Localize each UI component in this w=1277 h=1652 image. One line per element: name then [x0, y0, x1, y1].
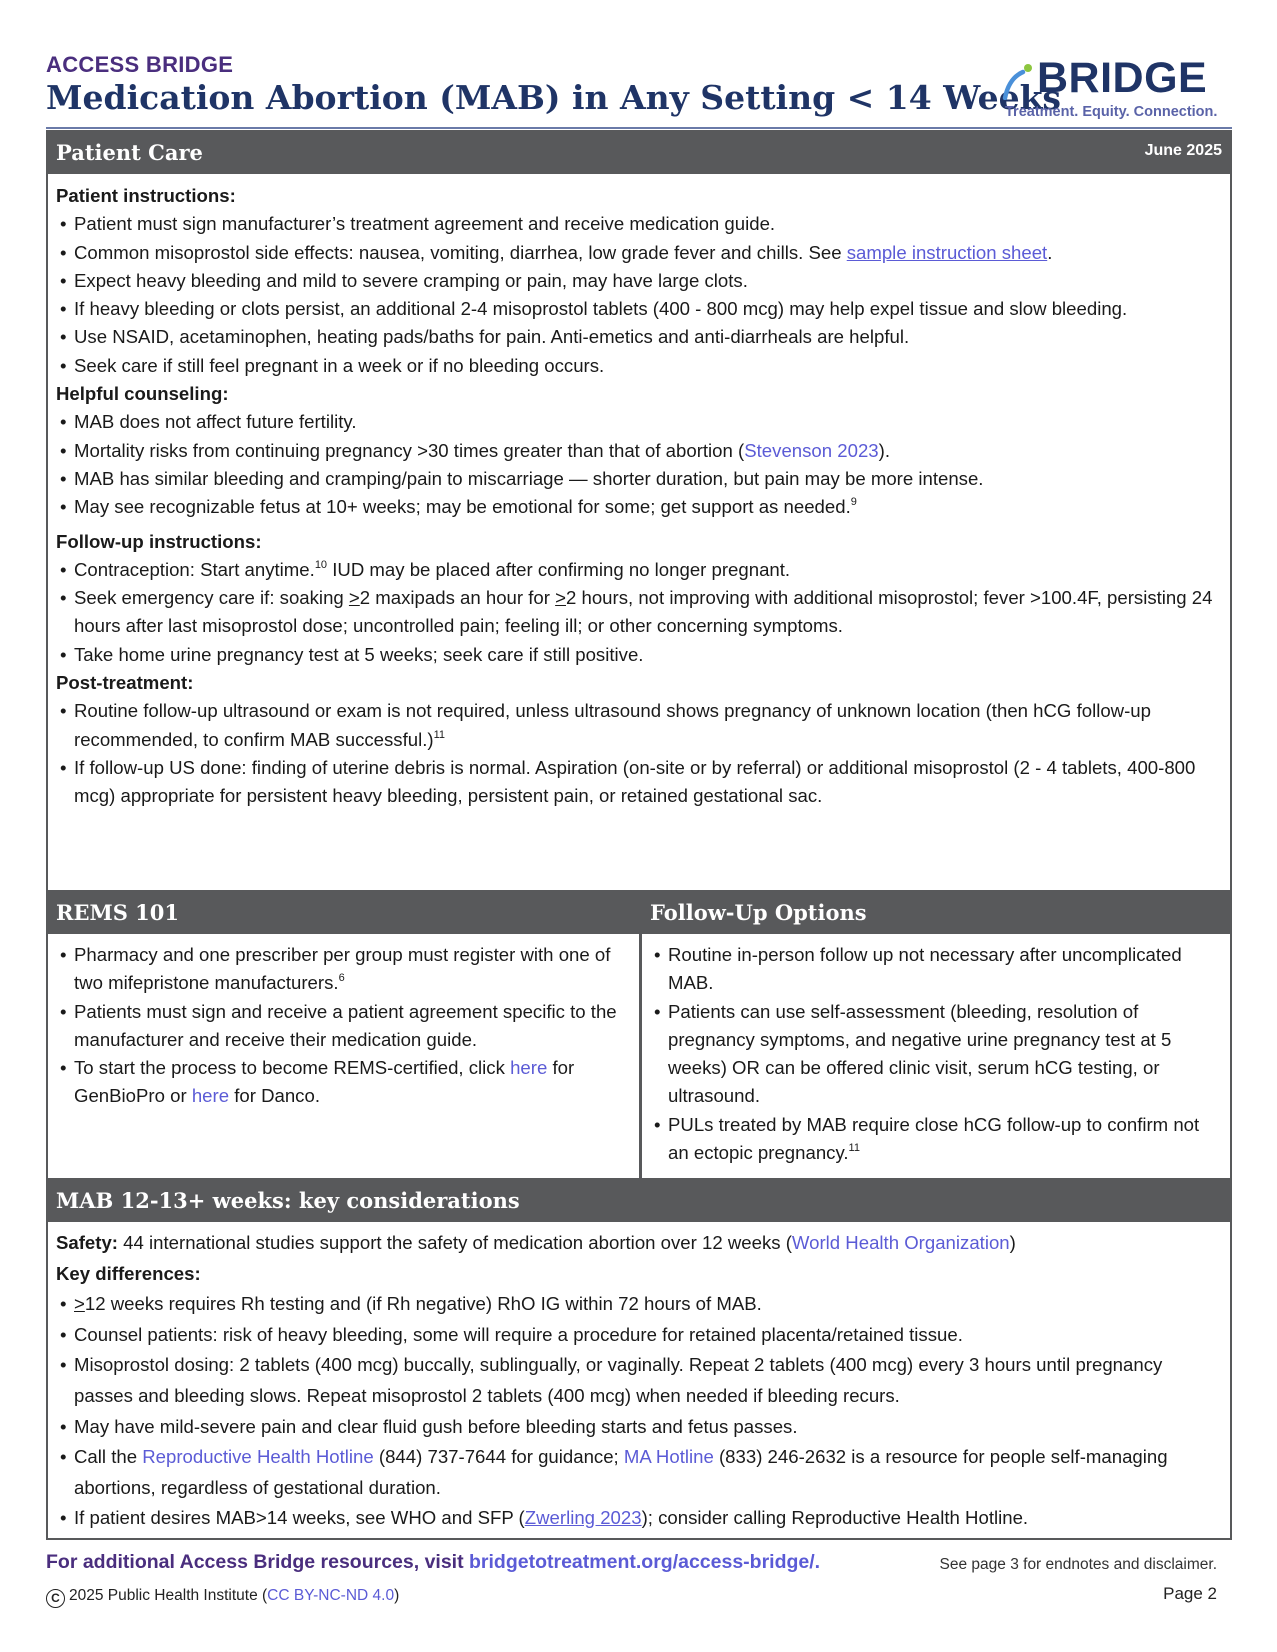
list-item: • Misoprostol dosing: 2 tablets (400 mcg) buccally, sublingually, or vaginally. Repeat 2 tablets (400 mcg) every 3 hours until pregnancy passes and bleeding slows. Repeat misoprostol 2 tablets (400 mcg) when needed if bleeding recurs.	[56, 1350, 1220, 1411]
item-text: 44 international studies support the safety of medication abortion over 12 weeks (	[118, 1232, 792, 1253]
section-title: MAB 12-13+ weeks: key considerations	[56, 1188, 520, 1213]
endnote-ref: 11	[848, 1142, 860, 1155]
list-item	[56, 1503, 1220, 1534]
who-link[interactable]: World Health Organization	[791, 1232, 1010, 1253]
revision-date: June 2025	[1144, 142, 1222, 159]
list-item	[56, 1054, 629, 1111]
section-content	[48, 934, 639, 1111]
license-link[interactable]: CC BY-NC-ND 4.0	[267, 1587, 395, 1604]
ge-symbol: >	[555, 587, 566, 609]
section-content	[48, 1222, 1230, 1534]
list-item: • Counsel patients: risk of heavy bleeding, some will require a procedure for retained placenta/retained tissue.	[56, 1320, 1220, 1351]
item-text: May see recognizable fetus at 10+ weeks; may be emotional for some; get support as needed.	[74, 496, 851, 518]
key-differences-list	[56, 1289, 1220, 1534]
logo-tagline: Treatment. Equity. Connection.	[1005, 104, 1218, 120]
item-text: Common misoprostol side effects: nausea, vomiting, diarrhea, low grade fever and chills. See	[74, 241, 847, 263]
post-treatment-list	[56, 697, 1220, 810]
list-item: • Patients must sign and receive a patient agreement specific to the manufacturer and receive their medication guide.	[56, 998, 629, 1055]
header-kicker: ACCESS BRIDGE	[46, 52, 234, 77]
list-item	[56, 1442, 1220, 1503]
list-item	[56, 941, 629, 998]
section-content	[642, 934, 1230, 1167]
subheading: Patient instructions:	[56, 185, 236, 206]
list-item	[56, 697, 1220, 754]
page-header	[46, 0, 1232, 130]
genbiopro-rems-link[interactable]: here	[510, 1057, 548, 1079]
item-text: Seek emergency care if: soaking	[74, 587, 349, 609]
followup-options-list	[650, 941, 1220, 1167]
subheading: Follow-up instructions:	[56, 530, 262, 552]
list-item: • Expect heavy bleeding and mild to severe cramping or pain, may have large clots.	[56, 267, 1220, 295]
item-text: Routine follow-up ultrasound or exam is not required, unless ultrasound shows pregnancy of unknown location (then hCG follow-up recommended, to confirm MAB successful.)	[74, 700, 1151, 750]
page-number: Page 2	[1163, 1584, 1217, 1603]
list-item	[56, 556, 1220, 584]
list-item	[56, 493, 1220, 521]
item-text: 2 hours, not improving with additional misoprostol; fever >100.4F, persisting 24 hours after last misoprostol dose; uncontrolled pain; feeling ill; or other concerning symptoms.	[74, 587, 1213, 637]
mab-12-weeks-section	[46, 1178, 1232, 1540]
item-text: 2 maxipads an hour for	[359, 587, 556, 609]
copyright-text: 2025 Public Health Institute (	[69, 1587, 268, 1604]
item-text: Pharmacy and one prescriber per group must register with one of two mifepristone manufacturers.	[74, 944, 611, 994]
list-item: • Seek care if still feel pregnant in a week or if no bleeding occurs.	[56, 352, 1220, 380]
reproductive-health-hotline-link[interactable]: Reproductive Health Hotline	[142, 1446, 374, 1468]
copyright-text: )	[394, 1587, 400, 1604]
item-text: To start the process to become REMS-certified, click	[74, 1057, 511, 1079]
safety-label: Safety:	[56, 1232, 119, 1253]
danco-rems-link[interactable]: here	[191, 1085, 230, 1107]
list-item: • MAB has similar bleeding and cramping/pain to miscarriage — shorter duration, but pain may be more intense.	[56, 465, 1220, 493]
counseling-list	[56, 408, 1220, 521]
list-item: • May have mild-severe pain and clear fluid gush before bleeding starts and fetus passes.	[56, 1412, 1220, 1443]
list-item	[56, 239, 1220, 267]
list-item: • If follow-up US done: finding of uterine debris is normal. Aspiration (on-site or by referral) or additional misoprostol (2 - 4 tablets, 400-800 mcg) appropriate for persistent heavy bleeding, persistent pain, or retained gestational sac.	[56, 754, 1220, 811]
section-bar	[642, 892, 1230, 934]
endnote-ref: 9	[850, 496, 857, 509]
bridge-logo	[999, 54, 1224, 120]
list-item	[56, 437, 1220, 465]
stevenson-2023-link[interactable]: Stevenson 2023	[744, 439, 879, 461]
section-bar	[48, 1180, 1230, 1222]
item-text: for GenBioPro or	[74, 1057, 575, 1107]
bridge-logo-icon	[999, 60, 1033, 100]
access-bridge-link[interactable]: bridgetotreatment.org/access-bridge/.	[469, 1551, 821, 1573]
item-text: .	[1047, 241, 1053, 263]
subheading: Post-treatment:	[56, 672, 194, 694]
page	[46, 0, 1232, 1529]
footer-copyright	[46, 1587, 399, 1608]
section-bar	[48, 892, 639, 934]
list-item: • Patient must sign manufacturer’s treatment agreement and receive medication guide.	[56, 210, 1220, 238]
item-text: Call the	[74, 1446, 143, 1468]
ma-hotline-link[interactable]: MA Hotline	[623, 1446, 714, 1468]
section-title: Patient Care	[56, 140, 203, 165]
endnote-ref: 6	[338, 972, 345, 985]
item-text: Mortality risks from continuing pregnancy >30 times greater than that of abortion (	[74, 439, 745, 461]
ge-symbol: >	[74, 1293, 85, 1315]
list-item: • Patients can use self-assessment (bleeding, resolution of pregnancy symptoms, and negative urine pregnancy test at 5 weeks) OR can be offered clinic visit, serum hCG testing, or ultrasound.	[650, 998, 1220, 1111]
footer-resources-text: For additional Access Bridge resources, visit	[46, 1551, 470, 1573]
item-text: 12 weeks requires Rh testing and (if Rh negative) RhO IG within 72 hours of MAB.	[84, 1293, 762, 1315]
list-item	[56, 1289, 1220, 1320]
two-column-section	[46, 890, 1232, 1180]
ge-symbol: >	[348, 587, 360, 609]
item-text: (833) 246-2632 is a resource for people self-managing abortions, regardless of gestational duration.	[74, 1446, 1168, 1498]
item-text: for Danco.	[229, 1085, 320, 1107]
section-content	[48, 174, 1230, 811]
list-item: • MAB does not affect future fertility.	[56, 408, 1220, 436]
list-item	[650, 1111, 1220, 1168]
list-item: • Take home urine pregnancy test at 5 weeks; seek care if still positive.	[56, 641, 1220, 669]
patient-instructions-list	[56, 210, 1220, 380]
footer-resources	[46, 1551, 820, 1574]
list-item: • Use NSAID, acetaminophen, heating pads/baths for pain. Anti-emetics and anti-diarrheals are helpful.	[56, 323, 1220, 351]
sample-instruction-sheet-link[interactable]: sample instruction sheet	[846, 241, 1048, 263]
section-title: REMS 101	[56, 900, 180, 925]
item-text: ).	[878, 439, 890, 461]
item-text: Contraception: Start anytime.	[74, 558, 315, 580]
subheading: Helpful counseling:	[56, 383, 229, 405]
followup-list	[56, 556, 1220, 669]
rems-section	[48, 892, 639, 1178]
copyright-icon: C	[46, 1589, 65, 1608]
followup-options-section	[639, 892, 1230, 1178]
footer-endnotes-note: See page 3 for endnotes and disclaimer.	[939, 1556, 1217, 1573]
item-text: PULs treated by MAB require close hCG follow-up to confirm not an ectopic pregnancy.	[668, 1113, 1200, 1164]
endnote-ref: 10	[314, 558, 328, 571]
subheading: Key differences:	[56, 1262, 201, 1284]
zwerling-2023-link[interactable]: Zwerling 2023	[524, 1507, 642, 1529]
rems-list	[56, 941, 629, 1111]
item-text: IUD may be placed after confirming no longer pregnant.	[327, 558, 791, 580]
endnote-ref: 11	[433, 728, 446, 741]
list-item: • If heavy bleeding or clots persist, an additional 2-4 misoprostol tablets (400 - 800 mcg) may help expel tissue and slow bleeding.	[56, 295, 1220, 323]
section-title: Follow-Up Options	[650, 900, 867, 925]
logo-wordmark: BRIDGE	[1037, 54, 1208, 102]
item-text: (844) 737-7644 for guidance;	[373, 1446, 624, 1468]
item-text: )	[1009, 1232, 1016, 1253]
list-item	[56, 584, 1220, 641]
item-text: If patient desires MAB>14 weeks, see WHO and SFP (	[74, 1507, 525, 1529]
safety-line	[56, 1228, 1220, 1259]
section-bar	[48, 132, 1230, 174]
page-title: Medication Abortion (MAB) in Any Setting < 14 Weeks	[46, 78, 1062, 117]
patient-care-section	[46, 130, 1232, 892]
item-text: ); consider calling Reproductive Health Hotline.	[641, 1507, 1029, 1529]
header-divider	[46, 127, 1232, 129]
list-item: • Routine in-person follow up not necessary after uncomplicated MAB.	[650, 941, 1220, 998]
